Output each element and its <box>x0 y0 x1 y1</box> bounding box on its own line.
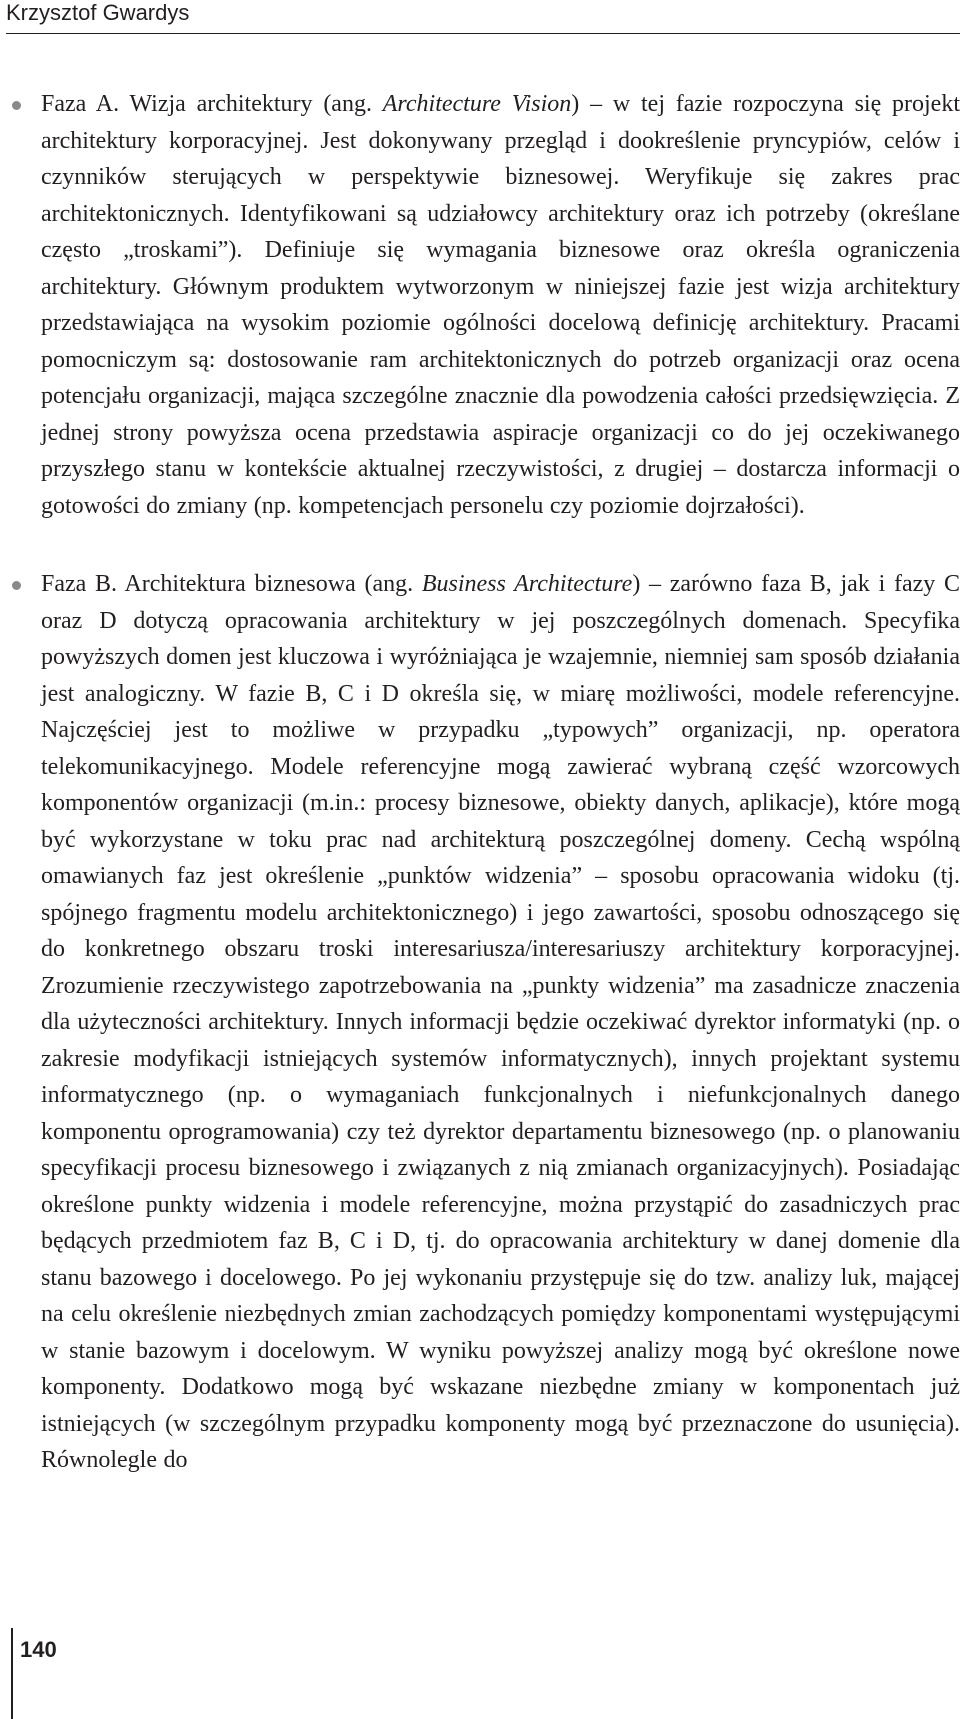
phase-a-body: ) – w tej fazie rozpoczyna się projekt architektury korporacyjnej. Jest dokonywany przegląd i dookreślenie pryncypiów, celów i czynników sterujących w perspektywie biznesowej. Weryfikuje się zakres prac architektonicznych. Identyfikowani są udziałowcy architektury oraz ich potrzeby (określane często „troskami”). Definiuje się wymagania biznesowe oraz określa ograniczenia architektury. Głównym produktem wytworzonym w niniejszej fazie jest wizja architektury przedstawiająca na wysokim poziomie ogólności docelową definicję architektury. Pracami pomocniczym są: dostosowanie ram architektonicznych do potrzeb organizacji oraz ocena potencjału organizacji, mająca szczególne znacznie dla powodzenia całości przedsięwzięcia. Z jednej strony powyższa ocena przedstawia aspiracje organizacji co do jej oczekiwanego przyszłego stanu w kontekście aktualnej rzeczywistości, z drugiej – dostarcza informacji o gotowości do zmiany (np. kompetencjach personelu czy poziomie dojrzałości). <box>41 91 960 519</box>
phase-b-lead: Faza B. Architektura biznesowa (ang. <box>41 571 422 597</box>
list-item-phase-b <box>41 566 960 1479</box>
page-number: 140 <box>20 1637 57 1662</box>
running-head-author: Krzysztof Gwardys <box>6 0 190 25</box>
phase-a-term: Architecture Vision <box>382 91 572 117</box>
bullet-icon <box>12 101 21 110</box>
phase-b-body: ) – zarówno faza B, jak i fazy C oraz D dotyczą opracowania architektury w jej poszczególnych domenach. Specyfika powyższych domen jest kluczowa i wyróżniająca je wzajemnie, niemniej sam sposób działania jest analogiczny. W fazie B, C i D określa się, w miarę możliwości, modele referencyjne. Najczęściej jest to możliwe w przypadku „typowych” organizacji, np. operatora telekomunikacyjnego. Modele referencyjne mogą zawierać wybraną część wzorcowych komponentów organizacji (m.in.: procesy biznesowe, obiekty danych, aplikacje), które mogą być wykorzystane w toku prac nad architekturą poszczególnej domeny. Cechą wspólną omawianych faz jest określenie „punktów widzenia” – sposobu opracowania widoku (tj. spójnego fragmentu modelu architektonicznego) i jego zawartości, sposobu odnoszącego się do konkretnego obszaru troski interesariusza/interesariuszy architektury korporacyjnej. Zrozumienie rzeczywistego zapotrzebowania na „punkty widzenia” ma zasadnicze znaczenia dla użyteczności architektury. Innych informacji będzie oczekiwać dyrektor informatyki (np. o zakresie modyfikacji istniejących systemów informatycznych), innych projektant systemu informatycznego (np. o wymaganiach funkcjonalnych i niefunkcjonalnych danego komponentu oprogramowania) czy też dyrektor departamentu biznesowego (np. o planowaniu specyfikacji procesu biznesowego i związanych z nią zmianach organizacyjnych). Posiadając określone punkty widzenia i modele referencyjne, można przystąpić do zasadniczych prac będących przedmiotem faz B, C i D, tj. do opracowania architektury w danej domenie dla stanu bazowego i docelowego. Po jej wykonaniu przystępuje się do tzw. analizy luk, mającej na celu określenie niezbędnych zmian zachodzących pomiędzy komponentami występującymi w stanie bazowym i docelowym. W wyniku powyższej analizy mogą być określone nowe komponenty. Dodatkowo mogą być wskazane niezbędne zmiany w komponentach już istniejących (w szczególnym przypadku komponenty mogą być przeznaczone do usunięcia). Równolegle do <box>41 571 960 1473</box>
folio-rule <box>11 1628 13 1719</box>
phase-a-lead: Faza A. Wizja architektury (ang. <box>41 91 383 117</box>
header-rule <box>6 33 960 34</box>
phase-b-term: Business Architecture <box>421 571 633 597</box>
list-item-phase-a <box>41 86 960 524</box>
bullet-icon <box>12 581 21 590</box>
